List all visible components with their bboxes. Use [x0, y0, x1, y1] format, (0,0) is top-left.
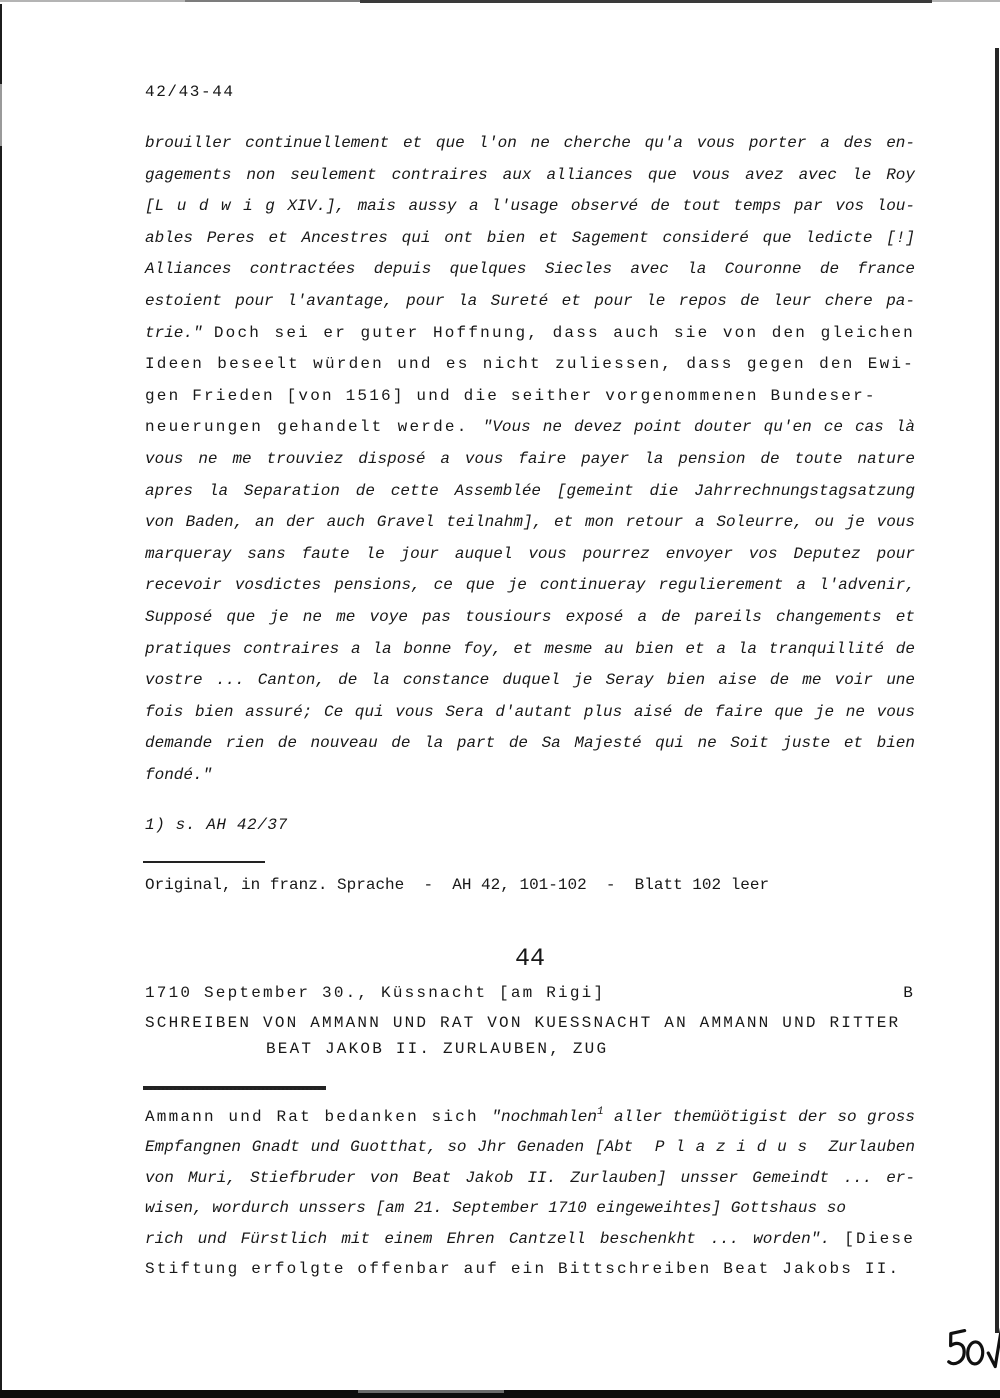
title-rule: [143, 1086, 326, 1090]
text-line: [145, 697, 915, 729]
text-line: [145, 760, 915, 792]
document-title-line-2: BEAT JAKOB II. ZURLAUBEN, ZUG: [266, 1040, 609, 1058]
text-line: [145, 412, 915, 444]
text-line: [145, 1224, 915, 1254]
text-line: [145, 570, 915, 602]
footnote-reference: 1: [597, 1106, 604, 1118]
scan-edge-top-mid: [185, 0, 360, 2]
text-segment: trie.": [145, 323, 214, 342]
text-segment: apres la Separation de cette Assemblée [gemeint die Jahrrechnungstagsatzung: [145, 481, 915, 500]
text-segment: recevoir vosdictes pensions, ce que je continueray regulierement a l'advenir,: [145, 576, 915, 595]
text-segment: wisen, wordurch unssers [am 21. September 1710 eingeweihtes] Gottshaus so: [145, 1199, 846, 1218]
scan-edge-left-gray: [0, 84, 2, 146]
text-segment: gen Frieden [von 1516] und die seither vorgenommenen Bundeser-: [145, 386, 877, 405]
text-line: [145, 286, 915, 318]
text-segment: marqueray sans faute le jour auquel vous pourrez envoyer vos Deputez pour: [145, 544, 915, 563]
text-segment: fondé.": [145, 765, 213, 784]
text-line: [145, 634, 915, 666]
text-segment: pratiques contraires a la bonne foy, et mesme au bien et a la tranquillité de: [145, 639, 915, 658]
text-segment: aller themüötigist der so gross: [603, 1108, 916, 1126]
document-title-line-1: SCHREIBEN VON AMMANN UND RAT VON KUESSNACHT AN AMMANN UND RITTER: [145, 1014, 901, 1032]
date-place: 1710 September 30., Küssnacht [am Rigi]: [145, 984, 606, 1002]
text-segment: Empfangnen Gnadt und Guotthat, so Jhr Genaden [Abt P l a z i d u s Zurlauben: [145, 1138, 915, 1157]
scan-edge-right: [995, 48, 999, 1333]
text-line: [145, 665, 915, 697]
text-line: [145, 728, 915, 760]
text-line: [145, 539, 915, 571]
document-44-body: [145, 1097, 915, 1284]
copy-mark: B: [903, 984, 915, 1002]
text-line: [145, 254, 915, 286]
text-line: [145, 128, 915, 160]
text-line: [145, 1097, 915, 1132]
text-line: [145, 602, 915, 634]
text-segment: fois bien assuré; Ce qui vous Sera d'autant plus aisé de faire que je ne vous: [145, 702, 915, 721]
text-segment: von Muri, Stiefbruder von Beat Jakob II. Zurlauben] unsser Gemeindt ... er-: [145, 1168, 915, 1187]
scan-edge-top-dark: [360, 0, 932, 3]
text-segment: gagements non seulement contraires aux alliances que vous avez avec le Roy: [145, 165, 915, 184]
text-line: [145, 349, 915, 381]
footnote: 1) s. AH 42/37: [145, 816, 288, 834]
text-line: [145, 1163, 915, 1193]
text-line: [145, 444, 915, 476]
handwritten-mark: [941, 1322, 1000, 1378]
handwritten-digit-5: [947, 1331, 967, 1364]
handwritten-checkmark: [987, 1328, 1000, 1367]
text-segment: rich und Fürstlich mit einem Ehren Cantzell beschenkht ... worden".: [145, 1229, 845, 1248]
text-segment: "Vous ne devez point douter qu'en ce cas là: [482, 418, 915, 437]
text-segment: ables Peres et Ancestres qui ont bien et Sagement consideré que ledicte [!]: [145, 228, 915, 247]
text-segment: Ammann und Rat bedanken sich: [145, 1108, 492, 1126]
text-segment: Stiftung erfolgte offenbar auf ein Bittschreiben Beat Jakobs II.: [145, 1260, 901, 1279]
scan-edge-bottom-gap: [358, 1390, 504, 1393]
text-line: [145, 507, 915, 539]
text-segment: Doch sei er guter Hoffnung, dass auch sie von den gleichen: [213, 323, 915, 342]
text-line: [145, 1132, 915, 1162]
text-segment: demande rien de nouveau de la part de Sa Majesté qui ne Soit juste et bien: [145, 734, 915, 753]
text-segment: [Diese: [844, 1229, 915, 1248]
date-line: [145, 984, 915, 1002]
folio-number: 42/43-44: [145, 83, 235, 101]
text-line: [145, 191, 915, 223]
text-segment: von Baden, an der auch Gravel teilnahm], et mon retour a Soleurre, ou je vous: [145, 513, 915, 532]
text-line: [145, 160, 915, 192]
text-segment: vostre ... Canton, de la constance duquel je Seray bien aise de me voir une: [145, 671, 915, 690]
text-segment: [L u d w i g XIV.], mais aussy a l'usage observé de tout temps par vos lou-: [145, 197, 915, 216]
handwritten-digit-0: [967, 1342, 983, 1365]
text-line: [145, 476, 915, 508]
text-line: [145, 318, 915, 350]
source-note: Original, in franz. Sprache - AH 42, 101-102 - Blatt 102 leer: [145, 876, 770, 894]
document-number: 44: [514, 944, 545, 973]
footnote-rule: [143, 861, 265, 863]
text-segment: Alliances contractées depuis quelques Siecles avec la Couronne de france: [145, 260, 915, 279]
text-segment: Supposé que je ne me voye pas tousiours exposé a de pareils changements et: [145, 607, 915, 626]
text-line: [145, 1254, 915, 1284]
text-line: [145, 223, 915, 255]
scan-edge-left: [0, 4, 2, 1398]
text-segment: vous ne me trouviez disposé a vous faire payer la pension de toute nature: [145, 449, 915, 468]
text-line: [145, 381, 915, 413]
text-segment: estoient pour l'avantage, pour la Sureté et pour le repos de leur chere pa-: [145, 291, 915, 310]
document-43-body: [145, 128, 915, 791]
text-segment: "nochmahlen: [491, 1108, 598, 1126]
text-segment: neuerungen gehandelt werde.: [145, 418, 483, 437]
text-line: [145, 1193, 915, 1223]
text-segment: brouiller continuellement et que l'on ne cherche qu'a vous porter a des en-: [145, 134, 915, 152]
text-segment: Ideen beseelt würden und es nicht zuliessen, dass gegen den Ewi-: [145, 355, 915, 374]
